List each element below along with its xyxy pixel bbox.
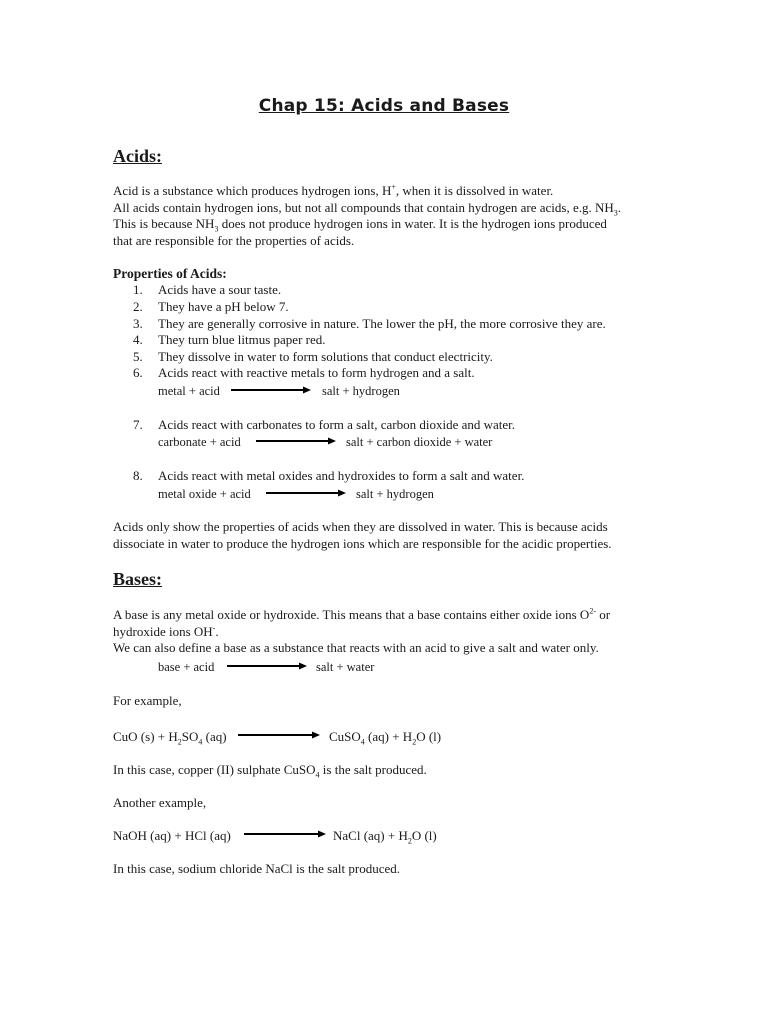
example-1-right: CuSO$_4$ $(aq) + H_2O$ (l) bbox=[329, 729, 442, 747]
another-example-label: Another example, bbox=[113, 795, 207, 810]
list-item: 5. They dissolve in water to form solutions that conduct electricity. bbox=[133, 349, 493, 364]
arrow-icon bbox=[244, 830, 326, 836]
list-item: 6. Acids react with reactive metals to form hydrogen and a salt. bbox=[133, 365, 475, 380]
equation-right: salt + hydrogen bbox=[322, 384, 400, 398]
acids-heading: Acids: bbox=[113, 146, 162, 166]
list-item: 8. Acids react with metal oxides and hydroxides to form a salt and water. bbox=[133, 468, 525, 483]
acids-intro: Acid is a substance which produces hydrogen ions, H+, when it is dissolved in water. All acids contain hydrogen ions, but not all compounds that contain hydrogen are acids, e.g. $NH_3$. This is because $NH_3$ does not produce hydrogen ions in water. It is the hydrogen ions produced that are responsible for the properties of acids. bbox=[113, 182, 621, 248]
equation-left: metal oxide + acid bbox=[158, 487, 251, 501]
list-item: 2. They have a pH below 7. bbox=[133, 299, 289, 314]
example-2-right: NaCl $(aq) + H_2O$ (l) bbox=[333, 828, 437, 846]
example-2-note: In this case, sodium chloride NaCl is the salt produced. bbox=[113, 861, 401, 876]
acids-closing: Acids only show the properties of acids when they are dissolved in water. This is because acids dissociate in water to produce the hydrogen ions which are responsible for the acidic properties. bbox=[113, 519, 612, 551]
arrow-icon bbox=[266, 489, 346, 495]
list-item: 4. They turn blue litmus paper red. bbox=[133, 332, 326, 347]
equation-right: salt + water bbox=[316, 660, 375, 674]
arrow-icon bbox=[227, 662, 307, 668]
equation-right: salt + hydrogen bbox=[356, 487, 434, 501]
arrow-icon bbox=[231, 386, 311, 392]
equation-right: salt + carbon dioxide + water bbox=[346, 435, 493, 449]
bases-intro: A base is any metal oxide or hydroxide. This means that a base contains either oxide ions $O^{2-}$ or hydroxide ions OH-. We can also define a base as a substance that reacts with an acid to give a salt and water only. bbox=[113, 606, 611, 655]
example-1-left: CuO $(s) + H_2SO_4$ (aq) bbox=[113, 729, 227, 747]
arrow-icon bbox=[256, 437, 336, 443]
arrow-icon bbox=[238, 731, 320, 737]
example-2-left: NaOH (aq) + HCl (aq) bbox=[113, 828, 231, 843]
page-title: Chap 15: Acids and Bases bbox=[258, 96, 510, 116]
equation-left: carbonate + acid bbox=[158, 435, 241, 449]
bases-heading: Bases: bbox=[113, 569, 162, 589]
properties-heading: Properties of Acids: bbox=[113, 266, 227, 281]
equation-left: metal + acid bbox=[158, 384, 220, 398]
for-example-label: For example, bbox=[113, 693, 182, 708]
example-1-note: In this case, copper (II) sulphate CuSO$_4$ is the salt produced. bbox=[113, 762, 427, 780]
list-item: 7. Acids react with carbonates to form a salt, carbon dioxide and water. bbox=[133, 417, 516, 432]
equation-left: base + acid bbox=[158, 660, 215, 674]
list-item: 3. They are generally corrosive in nature. The lower the pH, the more corrosive they are. bbox=[133, 316, 606, 331]
list-item: 1. Acids have a sour taste. bbox=[133, 282, 282, 297]
